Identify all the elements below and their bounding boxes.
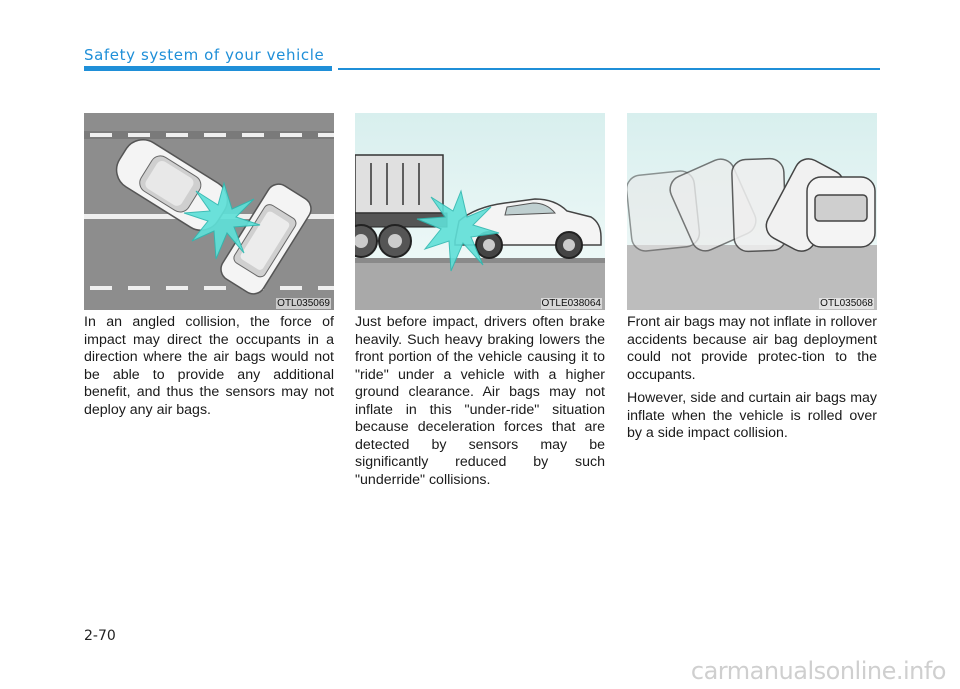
underride-collision-illustration	[355, 113, 605, 310]
page-number: 2-70	[84, 628, 116, 644]
paragraph: In an angled collision, the force of impact may direct the occupants in a direction where the air bags would not be able to provide any additional benefit, and thus the sensors may not deploy any air bags.	[84, 314, 334, 418]
paragraph: Front air bags may not inflate in rollover accidents because air bag deployment could not provide protec-tion to the occupants.	[627, 314, 877, 383]
figure-underride-collision	[355, 113, 605, 310]
figure-angled-collision	[84, 113, 334, 310]
header-rule-thin	[338, 68, 880, 70]
text-column-1	[84, 314, 334, 425]
figure-code: OTLE038064	[541, 298, 601, 309]
text-column-2	[355, 314, 605, 495]
section-title: Safety system of your vehicle	[84, 46, 325, 64]
paragraph: Just before impact, drivers often brake heavily. Such heavy braking lowers the front portion of the vehicle causing it to "ride" under a vehicle with a higher ground clearance. Air bags may not inflate in this "under-ride" situation because deceleration forces that are detected by sensors may be significantly reduced by such "underride" collisions.	[355, 314, 605, 488]
text-column-3	[627, 314, 877, 449]
rollover-illustration	[627, 113, 877, 310]
header-rule-thick	[84, 66, 332, 71]
paragraph: However, side and curtain air bags may inflate when the vehicle is rolled over by a side impact collision.	[627, 390, 877, 441]
figure-rollover	[627, 113, 877, 310]
figure-code: OTL035068	[820, 298, 873, 309]
angled-collision-illustration	[84, 113, 334, 310]
watermark: carmanualsonline.info	[690, 657, 946, 685]
figure-code: OTL035069	[277, 298, 330, 309]
